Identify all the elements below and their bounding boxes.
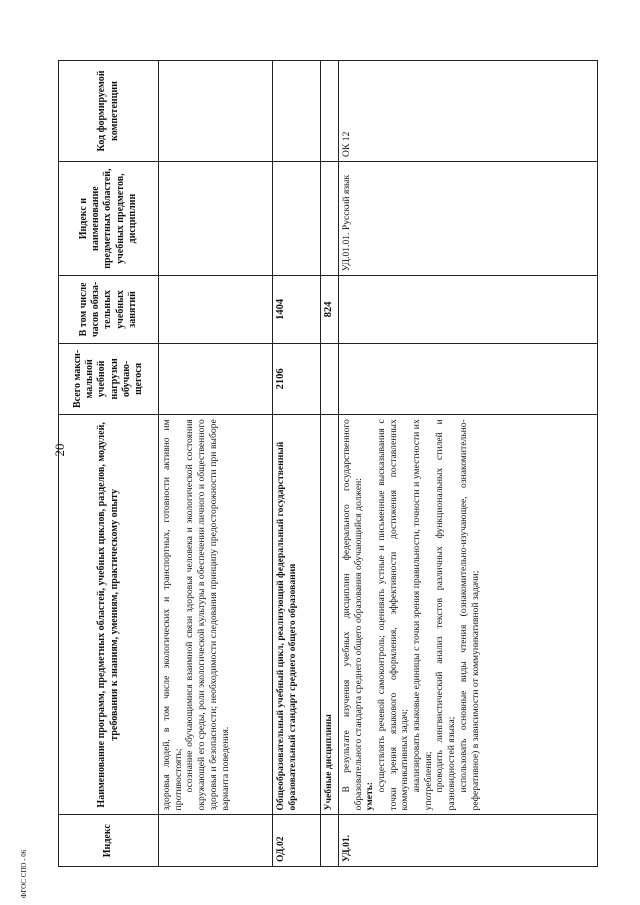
cell-max-load: 2106 (273, 343, 321, 415)
cell-index: УД.01. (338, 815, 597, 867)
cell-subsection-title: Учебные дисциплины (321, 415, 339, 815)
cell-section-title: Общеобразовательный учебный цикл, реализующий федеральный государственный образовательный стандарт среднего общего образования (273, 415, 321, 815)
header-discipline: Индекс и наименование предметных областей, учебных предметов, дисциплин (59, 161, 159, 275)
header-mandatory: В том числе часов обяза-тельных учебных занятий (59, 276, 159, 343)
cell-empty (159, 161, 273, 275)
cell-empty (321, 161, 339, 275)
cell-requirements (338, 415, 597, 815)
cell-mandatory: 1404 (273, 276, 321, 343)
header-index: Индекс (59, 815, 159, 867)
curriculum-table (58, 60, 598, 867)
skill-item: проводить лингвистический анализ текстов различных функциональных стилей и разновидностей языка; (434, 419, 458, 811)
cell-empty (338, 276, 597, 343)
cell-empty (159, 61, 273, 162)
cell-empty (159, 343, 273, 415)
table-row (159, 61, 273, 867)
cell-competence: ОК 12 (338, 61, 597, 162)
page-number: 20 (52, 443, 67, 457)
header-name: Наименование программ, предметных областей, учебных циклов, разделов, модулей, требования к знаниям, умениям, практическому опыту (59, 415, 159, 815)
cell-description (159, 415, 273, 815)
header-competence: Код формируемой компетенции (59, 61, 159, 162)
skill-item: использовать основные виды чтения (ознакомительно-изучающее, ознакомительно-реферативное) в зависимости от коммуникативной задачи; (457, 419, 481, 811)
text-line: осознание обучающимися взаимной связи здоровья человека и экологической состояния окружающей его среды, роли экологической культуры в обеспечении личного и общественного здоровья и безопасности; необходимости следования принципу предосторожности при выборе варианта поведения. (184, 419, 231, 811)
text-line: В результате изучения учебных дисциплин федерального государственного образовательного стандарта среднего общего образования обучающийся должен: (340, 419, 364, 811)
cell-empty (273, 61, 321, 162)
cell-mandatory: 824 (321, 276, 339, 343)
table-row (321, 61, 339, 867)
cell-empty (338, 343, 597, 415)
cell-empty (273, 161, 321, 275)
table-row (338, 61, 597, 867)
cell-index: ОД.02 (273, 815, 321, 867)
table-row (273, 61, 321, 867)
header-row (59, 61, 159, 867)
cell-empty (159, 276, 273, 343)
cell-index-empty (159, 815, 273, 867)
cell-empty (321, 61, 339, 162)
footer-code: ФГОС СПО - 06 (20, 849, 28, 899)
skill-item: осуществлять речевой самоконтроль; оценивать устные и письменные высказывания с точки зрения языкового оформления, эффективности достижения поставленных коммуникативных задач; (375, 419, 411, 811)
cell-empty (321, 815, 339, 867)
header-max-load: Всего макси-мальной учебной нагрузки обучаю-щегося (59, 343, 159, 415)
skills-label: уметь: (364, 781, 376, 811)
cell-discipline: УД.01.01. Русский язык (338, 161, 597, 275)
skill-item: анализировать языковые единицы с точки зрения правильности, точности и уместности их употребления; (411, 419, 434, 811)
cell-empty (321, 343, 339, 415)
rotated-table-container (58, 60, 598, 867)
text-line: здоровья людей, в том числе экологических и транспортных, готовности активно им противостоять; (161, 419, 184, 811)
